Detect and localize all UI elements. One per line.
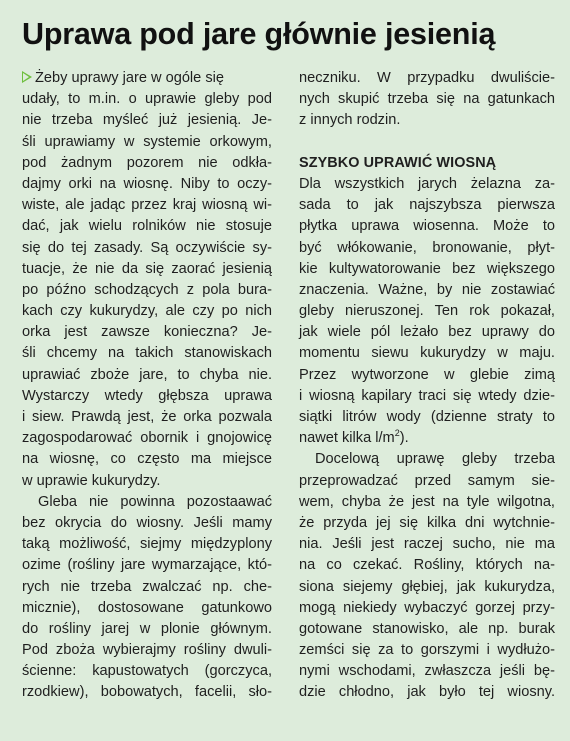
text-line [299, 640, 555, 661]
text-line-content: Dla wszystkich jarych żelazna za- [299, 175, 555, 192]
text-line-content: uprawiać zboże jare, to chyba nie. [22, 366, 272, 383]
text-line-content: sada to jak najszybsza pierwsza [299, 197, 555, 214]
text-line [299, 174, 555, 195]
text-line-content: po późno schodzących z pola bura- [22, 281, 272, 298]
text-line-content: nie trzeba myśleć już jesienią. Je- [22, 112, 272, 129]
text-line [22, 555, 272, 576]
text-line-content: jak wiele pól leżało bez uprawy do [299, 324, 555, 341]
text-line-content: w uprawie kukurydzy. [22, 472, 161, 489]
text-line [22, 195, 272, 216]
text-line-content: dzie chłodno, jak było tej wiosny. [299, 684, 555, 701]
text-line [22, 598, 272, 619]
text-line [22, 259, 272, 280]
text-line [299, 301, 555, 322]
text-line [22, 513, 272, 534]
text-line [22, 619, 272, 640]
text-line [299, 428, 555, 449]
text-line-content: być włókowanie, bronowanie, płyt- [299, 239, 555, 256]
text-line [22, 449, 272, 470]
text-line-content: i siew. Prawdą jest, że orka pozwala [22, 409, 272, 425]
text-line-content: wem, chyba że jest na tyle wilgotna, [299, 493, 555, 510]
text-line [22, 132, 272, 153]
text-line-content: siona siejemy głębiej, jak kukurydza, [299, 578, 555, 595]
text-line-content: micznie), dostosowane gatunkowo [22, 599, 272, 616]
text-line-content: nia. Jeśli jest raczej sucho, nie ma [299, 536, 555, 553]
text-line-content: na co czekać. Rośliny, których na- [299, 557, 555, 574]
paragraph-spacer [299, 132, 555, 153]
text-line-content: przeprowadzać przed samym sie- [299, 472, 555, 489]
text-line-content: płytka uprawa wiosenna. Może to [299, 218, 555, 235]
text-line-content: nawet kilka l/m [299, 430, 395, 447]
text-line-content: rzodkiew), bobowatych, facelii, sło- [22, 684, 272, 701]
text-line [299, 386, 555, 407]
text-line-content: Wystarczy wtedy głębsza uprawa [22, 387, 272, 404]
text-line-content: gotowane stanowisko, ale np. burak [299, 620, 555, 637]
text-line [22, 280, 272, 301]
text-line [299, 598, 555, 619]
text-line [299, 577, 555, 598]
text-line-content: orka jest zawsze konieczna? Je- [22, 324, 272, 341]
text-line [22, 682, 272, 703]
text-line-content: znaczenia. Ważne, by nie zostawiać [299, 281, 555, 298]
text-line-content: zemści się za to gorszymi i wydłużo- [299, 642, 555, 659]
text-line-content: że przyda jej się kilka dni wytchnie- [299, 514, 555, 531]
article-column-right [299, 68, 555, 704]
text-line-content: udały, to m.in. o uprawie gleby pod [22, 91, 272, 108]
text-line [299, 195, 555, 216]
text-line-content: z innych rodzin. [299, 112, 401, 129]
text-line [22, 343, 272, 364]
text-line [299, 513, 555, 534]
text-line [299, 492, 555, 513]
text-line-content: nymi wschodami, zwłaszcza jeśli bę- [299, 663, 555, 680]
text-line [299, 449, 555, 470]
text-line [299, 471, 555, 492]
text-line [22, 471, 272, 492]
text-line [22, 661, 272, 682]
text-line [22, 640, 272, 661]
text-line-content: i wiosną kapilary traci się wtedy dzie- [299, 387, 555, 404]
text-line [22, 322, 272, 343]
text-line-content: taką możliwość, siejmy międzyplony [22, 536, 272, 553]
text-line-content: pod żadnym pozorem nie odkła- [22, 154, 272, 171]
text-line-content: nych skupić trzeba się na gatunkach [299, 91, 555, 108]
article-title: Uprawa pod jare głównie jesienią [22, 17, 496, 51]
superscript: 2 [394, 428, 400, 439]
text-line-content: gleby nieruszonej. Ten rok pokazał, [299, 303, 555, 320]
text-line-content: Przez wytworzone w glebie zimą [299, 366, 555, 383]
text-line-content: momentu siewu kukurydzy w maju. [299, 345, 555, 362]
text-line-content: Żeby uprawy jare w ogóle się [35, 70, 224, 86]
text-line-content: ozime (rośliny jare wymarzające, któ- [22, 557, 272, 574]
text-line-content: się do tej zasady. Są oczywiście sy- [22, 239, 272, 256]
text-line [22, 110, 272, 131]
text-line-content: rych nie trzeba zwalczać np. che- [22, 578, 272, 595]
text-line [299, 682, 555, 703]
text-line [299, 322, 555, 343]
text-line-content: zagospodarować obornik i gnojowicę [22, 430, 272, 447]
text-line [22, 407, 272, 428]
text-line-content: bez okrycia do wiosny. Jeśli mamy [22, 514, 272, 531]
text-line-content: ścienne: kapustowatych (gorczyca, [22, 663, 272, 680]
text-line-content: Pod zboża wybierajmy rośliny dwuli- [22, 642, 272, 659]
text-line [299, 661, 555, 682]
text-line-content: dajmy orki na wiosnę. Niby to oczy- [22, 175, 272, 192]
text-line [22, 174, 272, 195]
text-line [22, 238, 272, 259]
text-line [22, 365, 272, 386]
text-line-content: wiste, ale jadąc przez kraj wiosną wi- [22, 197, 272, 214]
text-line-content: kach czy kukurydzy, ale czy po nich [22, 303, 272, 320]
text-line [299, 89, 555, 110]
section-subheading [299, 153, 555, 174]
text-line [22, 534, 272, 555]
text-line-content: dać, jak wielu rolników nie stosuje [22, 218, 272, 235]
triangle-outline-icon [22, 71, 32, 83]
text-line [299, 280, 555, 301]
text-line-content: Gleba nie powinna pozostaawać [38, 493, 272, 510]
text-line [299, 110, 555, 131]
text-line [299, 216, 555, 237]
text-line [22, 89, 272, 110]
text-line [22, 216, 272, 237]
text-line [299, 555, 555, 576]
text-line [299, 238, 555, 259]
text-line [22, 492, 272, 513]
text-line [299, 259, 555, 280]
text-line [22, 386, 272, 407]
text-line [22, 301, 272, 322]
text-line [22, 577, 272, 598]
text-line-content: neczniku. W przypadku dwuliście- [299, 70, 555, 86]
text-line-content: SZYBKO UPRAWIĆ WIOSNĄ [299, 154, 497, 171]
text-line [299, 534, 555, 555]
text-line [299, 365, 555, 386]
text-line-content: do rośliny jarej w plonie głównym. [22, 620, 272, 637]
text-line [299, 619, 555, 640]
text-line [299, 68, 555, 89]
text-line-content: kie kultywatorowanie bez większego [299, 260, 555, 277]
text-line-content: śli uprawiamy w systemie orkowym, [22, 133, 272, 150]
text-line [299, 343, 555, 364]
text-line [22, 68, 272, 89]
text-line-content: siątki litrów wody (dzienne straty to [299, 409, 555, 425]
text-line [22, 428, 272, 449]
text-line-content: mogą niekiedy wybaczyć gorzej przy- [299, 599, 555, 616]
text-line-content: na wiosnę, co często ma miejsce [22, 451, 272, 468]
article-column-left [22, 68, 272, 704]
text-line [299, 407, 555, 428]
text-line-content: tuacje, że nie da się zaorać jesienią [22, 260, 272, 277]
text-line-content: śli chcemy na takich stanowiskach [22, 345, 272, 362]
text-line [22, 153, 272, 174]
text-line-suffix: ). [399, 430, 409, 447]
text-line-content: Docelową uprawę gleby trzeba [315, 451, 555, 468]
